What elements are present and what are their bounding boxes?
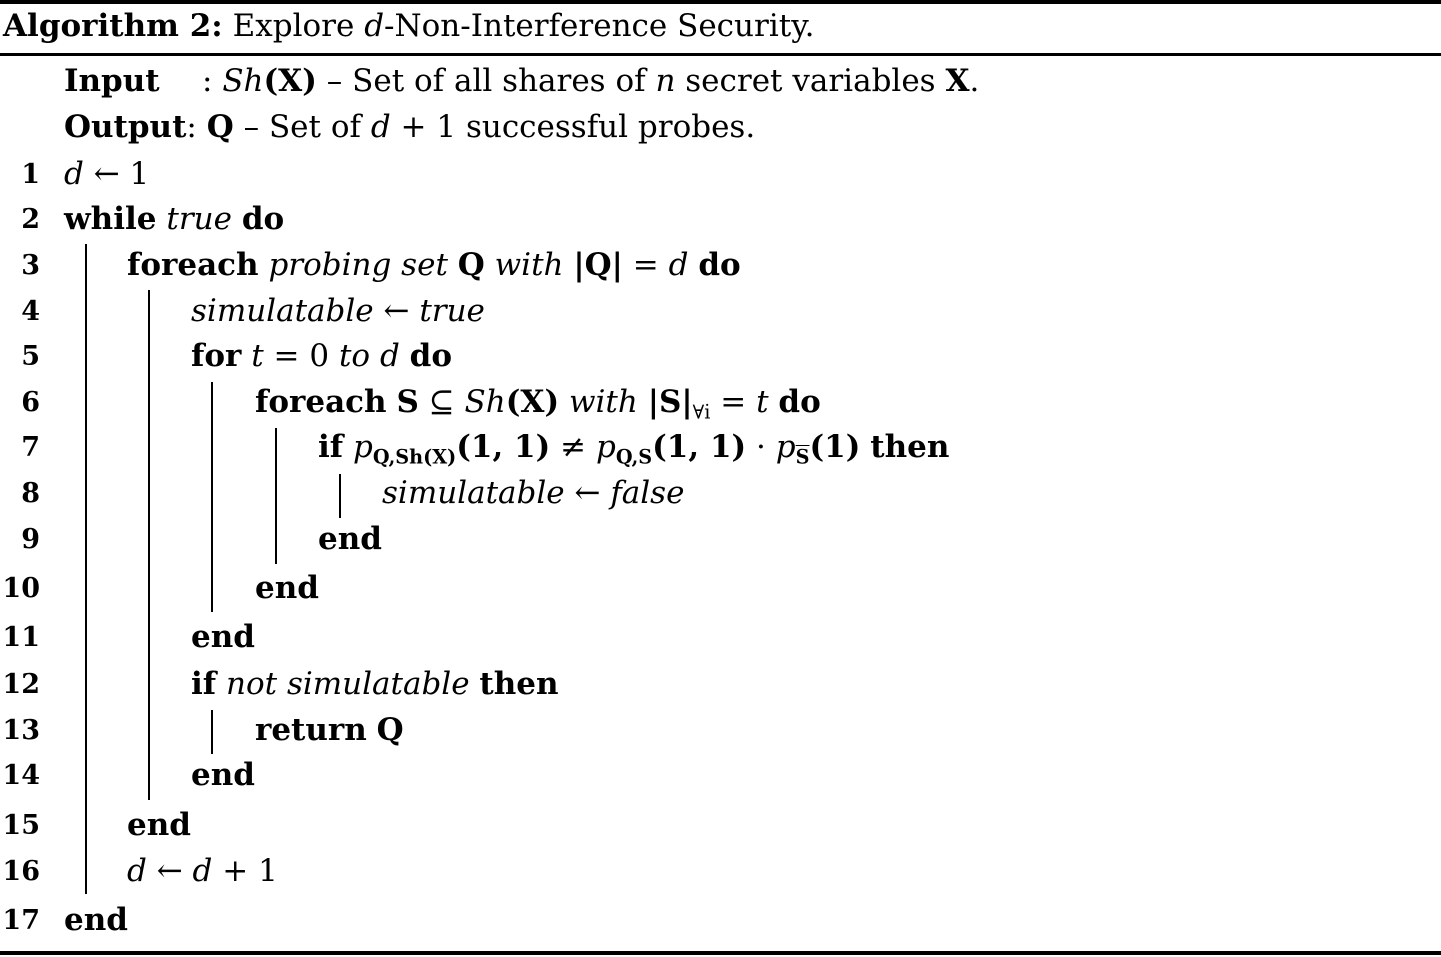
indent-bar-foreach-q xyxy=(148,290,150,800)
var-simulatable: simulatable xyxy=(382,475,565,511)
output-sep: : xyxy=(186,109,207,145)
line-number: 3 xyxy=(21,250,40,281)
kw-do: do xyxy=(241,201,285,237)
indent-bar-if-then xyxy=(339,474,341,518)
kw-then: then xyxy=(870,429,950,465)
line-number: 2 xyxy=(21,204,40,235)
code-line-16 xyxy=(127,851,278,891)
kw-return: return xyxy=(255,712,367,748)
code-line-11 xyxy=(191,617,255,657)
line-number: 4 xyxy=(21,296,40,327)
kw-end: end xyxy=(318,521,382,557)
arg-X: (X) xyxy=(505,384,560,420)
plus-one: + 1 xyxy=(212,853,278,889)
kw-with: with xyxy=(568,384,638,420)
output-desc2: + 1 successful probes. xyxy=(390,109,756,145)
input-x: (X) xyxy=(263,63,317,99)
caption-title-var: d xyxy=(364,8,385,44)
output-keyword: Output xyxy=(64,109,187,145)
caption-title-pre: Explore xyxy=(232,8,365,44)
line-number: 9 xyxy=(21,524,40,555)
var-S: S xyxy=(396,384,419,420)
var-Q: Q xyxy=(376,712,404,748)
line-number: 7 xyxy=(21,432,40,463)
func-p: p xyxy=(595,429,616,465)
kw-do: do xyxy=(778,384,821,420)
assign-arrow: ← xyxy=(83,156,130,192)
line-number: 5 xyxy=(21,341,40,372)
const-false: false xyxy=(610,475,685,511)
const-zero: 0 xyxy=(309,338,330,374)
output-spec xyxy=(64,107,755,147)
func-p: p xyxy=(775,429,796,465)
sub-Q-ShX: Q,Sh(X) xyxy=(372,445,457,469)
var-simulatable: simulatable xyxy=(191,293,374,329)
sub-Q-S: Q,S xyxy=(615,445,653,469)
input-sh: Sh xyxy=(222,63,264,99)
const-true: true xyxy=(166,201,232,237)
args-1-1: (1, 1) xyxy=(652,429,747,465)
line-number: 13 xyxy=(2,715,40,746)
abs-S: |S| xyxy=(647,384,693,420)
var-t: t xyxy=(756,384,769,420)
args-1: (1) xyxy=(809,429,861,465)
code-line-1 xyxy=(64,154,149,194)
func-p: p xyxy=(352,429,373,465)
indent-bar-foreach-s xyxy=(275,428,277,564)
var-t: t xyxy=(251,338,264,374)
input-n: n xyxy=(655,63,676,99)
code-line-7 xyxy=(318,427,949,467)
code-line-2 xyxy=(64,199,284,239)
var-d: d xyxy=(192,853,213,889)
code-line-10 xyxy=(255,568,319,608)
top-rule xyxy=(0,0,1441,4)
kw-then: then xyxy=(479,666,559,702)
cdot-sign: · xyxy=(746,429,776,465)
indent-bar-while xyxy=(85,244,87,894)
assign-arrow: ← xyxy=(146,853,193,889)
bottom-rule xyxy=(0,951,1441,955)
line-number: 14 xyxy=(2,760,40,791)
input-X: X xyxy=(945,63,970,99)
input-end: . xyxy=(969,63,980,99)
kw-end: end xyxy=(191,757,255,793)
code-line-9 xyxy=(318,519,382,559)
code-line-14 xyxy=(191,755,255,795)
output-d: d xyxy=(370,109,391,145)
line-number: 16 xyxy=(2,856,40,887)
sub-forall-i: ∀i xyxy=(692,400,711,424)
kw-end: end xyxy=(191,619,255,655)
kw-if: if xyxy=(318,429,344,465)
var-Q: Q xyxy=(457,247,485,283)
var-d: d xyxy=(64,156,84,192)
eq-sign: = xyxy=(263,338,310,374)
kw-to: to xyxy=(338,338,371,374)
kw-end: end xyxy=(64,902,128,938)
code-line-17 xyxy=(64,900,128,940)
kw-not: not xyxy=(225,666,278,702)
line-number: 1 xyxy=(21,159,40,190)
line-number: 17 xyxy=(2,905,40,936)
input-desc2: secret variables xyxy=(675,63,946,99)
indent-bar-if-not xyxy=(211,710,213,754)
neq-sign: ≠ xyxy=(550,429,596,465)
line-number: 11 xyxy=(2,622,40,653)
kw-foreach: foreach xyxy=(255,384,387,420)
func-Sh: Sh xyxy=(464,384,506,420)
var-d: d xyxy=(668,247,689,283)
var-d: d xyxy=(127,853,147,889)
code-line-4 xyxy=(191,291,485,331)
code-line-3 xyxy=(127,245,741,285)
kw-do: do xyxy=(409,338,453,374)
sub-S-bar: S xyxy=(795,445,810,469)
var-d: d xyxy=(379,338,400,374)
kw-while: while xyxy=(64,201,157,237)
kw-end: end xyxy=(127,807,191,843)
code-line-13 xyxy=(255,710,404,750)
caption-title-post: -Non-Interference Security. xyxy=(384,8,815,44)
algorithm-caption xyxy=(3,6,814,46)
args-1-1: (1, 1) xyxy=(456,429,551,465)
kw-end: end xyxy=(255,570,319,606)
subseteq-sign: ⊆ xyxy=(418,384,465,420)
line-number: 12 xyxy=(2,669,40,700)
code-line-6 xyxy=(255,382,821,422)
output-Q: Q xyxy=(206,109,234,145)
const-true: true xyxy=(419,293,485,329)
indent-bar-for xyxy=(211,382,213,612)
kw-foreach: foreach xyxy=(127,247,259,283)
caption-label: Algorithm 2: xyxy=(3,8,223,44)
line-number: 6 xyxy=(21,387,40,418)
input-desc: – Set of all shares of xyxy=(316,63,656,99)
code-line-15 xyxy=(127,805,191,845)
output-desc: – Set of xyxy=(233,109,371,145)
kw-with: with xyxy=(494,247,564,283)
eq-sign: = xyxy=(622,247,669,283)
probing-set-text: probing set xyxy=(268,247,448,283)
code-line-12 xyxy=(191,664,559,704)
kw-for: for xyxy=(191,338,242,374)
abs-Q: |Q| xyxy=(573,247,623,283)
input-spec xyxy=(64,61,979,101)
input-sep: : xyxy=(202,63,223,99)
const-one: 1 xyxy=(129,156,150,192)
assign-arrow: ← xyxy=(373,293,420,329)
input-keyword: Input xyxy=(64,63,160,99)
kw-if: if xyxy=(191,666,217,702)
line-number: 8 xyxy=(21,478,40,509)
kw-do: do xyxy=(698,247,741,283)
var-simulatable: simulatable xyxy=(286,666,470,702)
eq-sign: = xyxy=(710,384,757,420)
caption-rule xyxy=(0,53,1441,56)
code-line-5 xyxy=(191,336,452,376)
assign-arrow: ← xyxy=(564,475,611,511)
code-line-8 xyxy=(382,473,684,513)
line-number: 10 xyxy=(2,573,40,604)
line-number: 15 xyxy=(2,810,40,841)
